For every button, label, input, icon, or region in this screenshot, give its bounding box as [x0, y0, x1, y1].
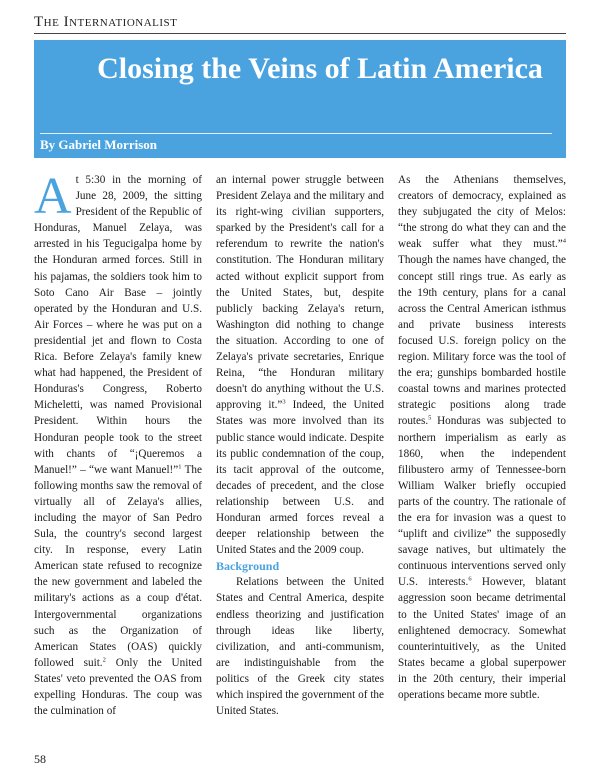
text-run: However, blatant aggression soon became detrimental to the United States' image of an enlightened democracy. Somewhat counterintuitively, as the United States became a global superpower in the 20th century, their imperial operations became more subtle. [398, 576, 567, 701]
text-run: t 5:30 in the morning of June 28, 2009, the sitting President of the Republic of Honduras, Manuel Zelaya, was arrested in his Tegucigalpa home by the Honduran armed forces. Still in his pajamas, the soldiers took him to Soto Cano Air Base – jointly operated by the Honduran and U.S. Air Forces – where he was put on a presidential jet and flown to Costa Rica. Before Zelaya's family knew what had happened, the President of Honduras's Congress, Roberto Micheletti, was named Provisional President. Within hours the Honduran people took to the street with chants of “¡Queremos a Manuel!” – “we want Manuel!” [34, 174, 202, 476]
text-run: As the Athenians themselves, creators of democracy, explained as they subjugated the city of Melos: “the strong do what they can and the weak suffer what they must.” [398, 174, 566, 251]
masthead-rule [34, 33, 566, 34]
paragraph [216, 172, 384, 558]
article-title: Closing the Veins of Latin America [97, 52, 543, 85]
article-column-3 [398, 172, 566, 703]
byline-rule [40, 133, 552, 134]
article-byline: By Gabriel Morrison [40, 137, 157, 152]
section-heading: Background [216, 559, 280, 574]
text-run: Indeed, the United States was more involved than its public stance would indicate. Despite its public condemnation of the coup, its tacit approval of the outcome, decades of precedent, and the close relationship between U.S. and Honduran armed forces reveal a deeper relationship between the United States and the 2009 coup. [216, 399, 384, 557]
title-banner [34, 40, 566, 158]
article-column-1 [34, 168, 202, 719]
masthead: The Internationalist [34, 14, 178, 30]
footnote-ref[interactable]: 2 [102, 656, 106, 664]
article-column-2 [216, 172, 384, 719]
paragraph [398, 172, 566, 703]
footnote-ref[interactable]: 1 [178, 462, 182, 470]
footnote-ref[interactable]: 6 [468, 575, 472, 583]
text-run: The following months saw the removal of virtually all of Zelaya's allies, including the mayor of San Pedro Sula, the country's second largest city. In response, every Latin American state refused to recognize the new government and labeled the military's actions as a coup d'état. Intergovernmental organizations such as the Organization of American States (OAS) quickly followed suit. [34, 463, 202, 669]
text-run: an internal power struggle between President Zelaya and the military and its right-wing civilian supporters, sparked by the President's call for a referendum to rewrite the nation's constitution. The Honduran military acted without explicit support from the United States, but, despite publicly backing Zelaya's return, Washington did nothing to change the situation. According to one of Zelaya's private secretaries, Enrique Reina, “the Honduran military doesn't do anything without the U.S. approving it.” [216, 174, 384, 412]
footnote-ref[interactable]: 5 [428, 414, 432, 422]
text-run: Only the United States' veto prevented the OAS from expelling Honduras. The coup was the culmination of [34, 656, 202, 718]
text-run: Though the names have changed, the concept still rings true. As early as the 19th century, plans for a canal across the Central American isthmus and private business interests focused U.S. foreign policy on the region. Military force was the tool of the era; gunships bombarded hostile coastal towns and marines protected strategic positions along trade routes. [398, 254, 566, 428]
footnote-ref[interactable]: 3 [282, 398, 286, 406]
paragraph: Relations between the United States and Central America, despite endless theorizing and justification through ideas like liberty, civilization, and anti-communism, are indistinguishable from the politics of the Greek city states which inspired the government of the United States. [216, 576, 384, 718]
paragraph [34, 168, 202, 719]
text-run: Honduras was subjected to northern imperialism as early as 1860, when the independent filibustero army of Tennessee-born William Walker briefly occupied parts of the country. The rationale of the era for invasion was a quest to “uplift and civilize” the supposedly savage natives, but ultimately the continuous interventions served only U.S. interests. [398, 415, 566, 589]
footnote-ref[interactable]: 4 [562, 237, 566, 245]
drop-cap: A [34, 168, 72, 225]
page-number: 58 [34, 752, 46, 766]
